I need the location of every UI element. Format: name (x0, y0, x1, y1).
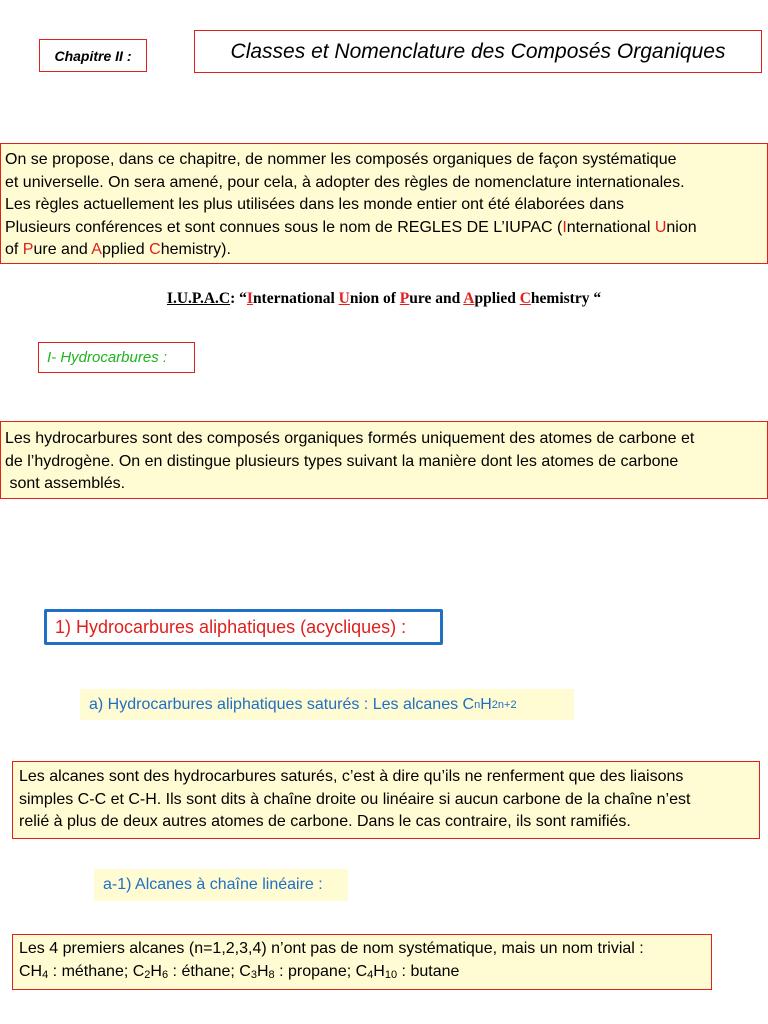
section-heading-hydrocarbures: I- Hydrocarbures : (38, 342, 195, 373)
alkane-formulas-line: $CH_4$ : méthane; $C_2H_6$ : éthane; $C_3H_8$ : propane; $C_4H_{10}$ : butane (19, 962, 460, 981)
iupac-abbreviation: I.U.P.A.C (166, 290, 231, 307)
hydrocarbons-paragraph (0, 421, 768, 499)
alkanes-line: simples C-C et C-H. Ils sont dits à chaîne droite ou linéaire si aucun carbone de la chaîne n’est (19, 790, 691, 808)
intro-line: On se propose, dans ce chapitre, de nommer les composés organiques de façon systématique (5, 151, 677, 168)
alkanes-line: Les alcanes sont des hydrocarbures saturés, c’est à dire qu’ils ne renferment que des liaisons (19, 768, 684, 785)
chapter-label-text: Chapitre II : (54, 47, 132, 64)
first-alkanes-paragraph (12, 934, 712, 990)
intro-line: Plusieurs conférences et sont connues sous le nom de REGLES DE L’IUPAC (International Union (5, 218, 697, 236)
alkanes-paragraph (12, 761, 760, 839)
subheading-linear-alkanes: a-1) Alcanes à chaîne linéaire : (94, 869, 348, 901)
hydro-line: sont assemblés. (5, 475, 126, 492)
hydro-line: Les hydrocarbures sont des composés organiques formés uniquement des atomes de carbone et (5, 430, 695, 447)
intro-line: Les règles actuellement les plus utilisées dans les monde entier ont été élaborées dans (5, 196, 625, 213)
intro-paragraph (0, 143, 768, 264)
alkanes-line: relié à plus de deux autres atomes de carbone. Dans le cas contraire, ils sont ramifiés. (19, 813, 631, 830)
chapter-title-text: Classes et Nomenclature des Composés Organiques (230, 39, 726, 63)
chapter-title (194, 30, 762, 73)
subsection-heading-aliphatic: 1) Hydrocarbures aliphatiques (acycliques) : (44, 609, 443, 645)
chapter-label (39, 39, 147, 72)
first-alkanes-line: Les 4 premiers alcanes (n=1,2,3,4) n’ont pas de nom systématique, mais un nom trivial : (19, 940, 644, 957)
subheading-alkanes: a) Hydrocarbures aliphatiques saturés : Les alcanes C n H 2n+2 (80, 689, 574, 720)
iupac-definition: I.U.P.A.C: “International Union of Pure and Applied Chemistry “ (166, 290, 602, 307)
intro-line: of Pure and Applied Chemistry). (5, 241, 231, 258)
hydro-line: de l’hydrogène. On en distingue plusieurs types suivant la manière dont les atomes de carbone (5, 452, 679, 470)
intro-line: et universelle. On sera amené, pour cela, à adopter des règles de nomenclature internationales. (5, 173, 685, 191)
